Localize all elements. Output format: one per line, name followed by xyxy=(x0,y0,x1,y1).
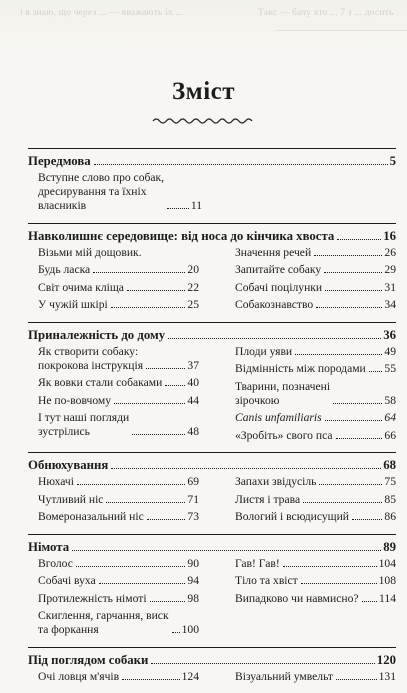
toc-entry-title xyxy=(38,557,73,571)
toc-part-title: Обнюхування xyxy=(28,458,109,472)
toc-entry-page: 29 xyxy=(384,263,396,276)
toc-part-columns xyxy=(28,171,396,217)
toc-entry-line: Листя і трава xyxy=(235,492,301,506)
toc-entry-title xyxy=(235,411,322,425)
toc-entry-page: 31 xyxy=(384,280,396,294)
toc-entry[interactable] xyxy=(38,609,199,637)
toc-entry[interactable] xyxy=(38,574,199,588)
toc-entry-page: 90 xyxy=(187,556,199,570)
toc-part-heading[interactable] xyxy=(28,647,396,668)
toc-column-left xyxy=(38,670,199,688)
toc-part-title: Під поглядом собаки xyxy=(28,652,149,667)
dot-leader xyxy=(167,208,189,209)
toc-entry-title xyxy=(38,246,142,260)
toc-entry-page: 108 xyxy=(378,574,396,587)
toc-entry-title xyxy=(235,493,300,507)
toc-part-title: Приналежність до дому xyxy=(28,327,166,342)
bleed-text-left: і я знаю, що через ... — вважають їх ... xyxy=(20,8,184,18)
toc-entry[interactable] xyxy=(38,281,199,295)
toc-entry[interactable] xyxy=(38,263,199,277)
dot-leader xyxy=(77,484,185,485)
toc-entry[interactable] xyxy=(38,670,199,684)
dot-leader xyxy=(319,484,382,485)
toc-part xyxy=(28,322,396,447)
toc-entry-page: 44 xyxy=(187,393,199,407)
toc-entry-title xyxy=(38,510,144,524)
toc-entry-line: власників xyxy=(38,199,87,212)
toc-entry-page: 34 xyxy=(384,298,396,311)
dot-leader xyxy=(165,385,185,386)
toc-entry-title xyxy=(38,345,143,373)
toc-entry-line: Як створити собаку: xyxy=(38,344,139,358)
dot-leader xyxy=(172,632,180,633)
toc-entry[interactable] xyxy=(38,557,199,571)
dot-leader xyxy=(114,403,185,404)
dot-leader xyxy=(76,566,186,567)
toc-part-title: Навколишнє середовище: від носа до кінчика хвоста xyxy=(28,228,335,243)
toc-column-left xyxy=(38,557,199,641)
dot-leader xyxy=(150,601,186,602)
toc-entry[interactable] xyxy=(235,475,396,489)
toc-entry-line: Тварини, позначені xyxy=(235,379,331,393)
toc-entry-line: Запахи звідусіль xyxy=(235,475,317,488)
dot-leader xyxy=(106,502,185,503)
toc-entry-title xyxy=(38,171,164,213)
toc-part-title: Передмова xyxy=(28,154,91,168)
toc-entry-title xyxy=(235,557,280,571)
toc-entry-line: Скиглення, гарчання, виск xyxy=(38,609,169,622)
toc-entry-line: дресирування та їхніх xyxy=(38,185,147,198)
toc-entry[interactable] xyxy=(235,557,396,571)
toc-entry[interactable] xyxy=(235,670,396,684)
toc-part-heading[interactable] xyxy=(28,322,396,343)
toc-part xyxy=(28,647,396,688)
toc-entry-page: 100 xyxy=(181,623,199,636)
toc-entry-title xyxy=(38,411,129,439)
wave-ornament-icon xyxy=(152,116,255,126)
table-of-contents xyxy=(28,148,396,693)
toc-entry-title xyxy=(235,380,330,408)
toc-entry-page: 94 xyxy=(187,574,199,587)
toc-entry-page: 55 xyxy=(384,362,396,375)
toc-entry-line: Собачі поцілунки xyxy=(235,280,323,294)
toc-entry-title xyxy=(38,592,147,606)
toc-entry-line: Будь ласка xyxy=(38,263,91,276)
toc-entry-page: 26 xyxy=(384,245,396,259)
dot-leader xyxy=(314,255,382,256)
toc-entry-line: Нюхачі xyxy=(38,475,74,488)
toc-entry-title xyxy=(235,670,333,684)
toc-entry-line: Очі ловця м'ячів xyxy=(38,669,120,683)
toc-entry[interactable] xyxy=(38,246,199,260)
toc-entry-line: Гав! Гав! xyxy=(235,556,280,570)
dot-leader xyxy=(303,502,382,503)
toc-part xyxy=(28,148,396,217)
dot-leader xyxy=(72,550,381,551)
toc-entry[interactable] xyxy=(38,493,199,507)
toc-entry-title xyxy=(38,281,124,295)
toc-entry-page: 48 xyxy=(187,425,199,438)
toc-entry-page: 86 xyxy=(384,510,396,523)
toc-entry-page: 98 xyxy=(187,591,199,605)
toc-entry-page: 22 xyxy=(187,280,199,294)
toc-entry-title xyxy=(235,345,292,359)
toc-column-left xyxy=(38,345,199,447)
toc-entry[interactable] xyxy=(235,246,396,260)
toc-entry[interactable] xyxy=(38,171,202,213)
dot-leader xyxy=(336,438,383,439)
toc-entry-line: Відмінність між породами xyxy=(235,362,366,375)
bleed-rule xyxy=(275,30,407,31)
toc-entry-page: 25 xyxy=(187,298,199,311)
dot-leader xyxy=(369,371,383,372)
toc-part-page: 68 xyxy=(383,458,396,472)
toc-entry-title xyxy=(38,574,96,588)
toc-entry-line: зустрілись xyxy=(38,425,90,438)
toc-entry-title xyxy=(38,394,111,408)
dot-leader xyxy=(325,290,382,291)
toc-entry-page: 11 xyxy=(190,199,202,212)
toc-entry-line: та форкання xyxy=(38,623,99,636)
dot-leader xyxy=(316,307,382,308)
toc-part xyxy=(28,452,396,528)
toc-entry-line: покрокова інструкція xyxy=(38,358,144,372)
toc-entry-line: Тіло та хвіст xyxy=(235,574,298,587)
toc-part-heading[interactable] xyxy=(28,534,396,555)
toc-entry-line: Canis unfamiliaris xyxy=(235,411,322,424)
toc-entry-title xyxy=(235,298,313,312)
toc-entry-page: 40 xyxy=(187,376,199,389)
toc-entry[interactable] xyxy=(38,394,199,408)
toc-entry-page: 64 xyxy=(384,411,396,424)
facing-page-bleed xyxy=(0,0,407,52)
toc-entry[interactable] xyxy=(235,281,396,295)
toc-entry-page: 85 xyxy=(384,492,396,506)
toc-entry-page: 73 xyxy=(187,510,199,523)
dot-leader xyxy=(325,420,383,421)
toc-part-title: Німота xyxy=(28,539,70,554)
toc-entry-title xyxy=(38,609,169,637)
toc-entry-line: Собачі вуха xyxy=(38,574,96,587)
dot-leader xyxy=(132,434,185,435)
toc-entry-title xyxy=(235,475,316,489)
toc-entry-page: 124 xyxy=(181,669,199,683)
dot-leader xyxy=(362,601,378,602)
dot-leader xyxy=(336,679,377,680)
toc-entry-title xyxy=(38,670,119,684)
toc-part-heading[interactable] xyxy=(28,452,396,473)
toc-entry-line: Плоди уяви xyxy=(235,344,293,358)
page-title: Зміст xyxy=(171,78,236,105)
toc-entry[interactable] xyxy=(235,380,396,408)
toc-entry[interactable] xyxy=(235,574,396,588)
toc-entry-line: Значення речей xyxy=(235,245,312,259)
toc-part xyxy=(28,223,396,316)
toc-entry-line: Світ очима кліща xyxy=(38,280,124,294)
toc-entry-title xyxy=(235,592,359,606)
toc-entry-line: Запитайте собаку xyxy=(235,263,322,276)
toc-column-left xyxy=(38,475,199,528)
toc-entry-page: 49 xyxy=(384,344,396,358)
toc-entry-title xyxy=(235,510,349,524)
dot-leader xyxy=(122,679,180,680)
toc-entry[interactable] xyxy=(38,376,199,390)
toc-entry-page: 58 xyxy=(384,393,396,407)
toc-part-page: 89 xyxy=(383,539,396,554)
toc-part-page: 36 xyxy=(383,327,396,342)
toc-entry[interactable] xyxy=(235,362,396,376)
toc-part-columns xyxy=(28,246,396,316)
toc-entry-page: 104 xyxy=(378,556,396,570)
dot-leader xyxy=(93,272,185,273)
toc-entry[interactable] xyxy=(235,263,396,277)
toc-entry-line: Вступне слово про собак, xyxy=(38,171,165,184)
toc-entry-title xyxy=(235,429,333,443)
toc-entry-line: Як вовки стали собаками xyxy=(38,376,163,389)
toc-part-page: 16 xyxy=(383,228,396,243)
toc-part-page: 120 xyxy=(376,652,396,667)
toc-entry-page: 131 xyxy=(378,669,396,683)
toc-entry[interactable] xyxy=(38,510,199,524)
toc-entry-title xyxy=(235,246,311,260)
toc-entry-title xyxy=(38,298,108,312)
toc-entry-line: Собакознавство xyxy=(235,298,314,311)
toc-entry-line: Протилежність німоті xyxy=(38,591,147,605)
dot-leader xyxy=(111,468,381,469)
dot-leader xyxy=(168,338,381,339)
toc-column-right xyxy=(235,246,396,316)
toc-entry-title xyxy=(38,493,103,507)
dot-leader xyxy=(283,566,377,567)
toc-part-columns xyxy=(28,345,396,447)
toc-column-left xyxy=(38,246,199,316)
dot-leader xyxy=(352,519,382,520)
toc-entry[interactable] xyxy=(38,345,199,373)
toc-entry[interactable] xyxy=(38,475,199,489)
toc-entry-line: І тут наші погляди xyxy=(38,411,130,424)
toc-part xyxy=(28,534,396,641)
dot-leader xyxy=(146,368,185,369)
toc-entry[interactable] xyxy=(38,592,199,606)
toc-entry-title xyxy=(235,281,322,295)
toc-part-heading[interactable] xyxy=(28,223,396,244)
toc-entry-line: Чутливий ніс xyxy=(38,492,104,506)
toc-part-page: 5 xyxy=(389,154,396,168)
toc-part-columns xyxy=(28,475,396,528)
toc-column-right xyxy=(235,475,396,528)
dot-leader xyxy=(295,354,382,355)
dot-leader xyxy=(127,290,185,291)
toc-entry-line: Вологий і всюдисущий xyxy=(235,510,349,523)
bleed-text-right: Такс — бачу хто ... 7 з ... досить xyxy=(258,8,394,18)
toc-entry[interactable] xyxy=(235,345,396,359)
toc-entry-line: зірочкою xyxy=(235,393,280,407)
dot-leader xyxy=(111,307,186,308)
toc-entry-line: Візьми мій дощовик. xyxy=(38,245,142,259)
toc-part-heading[interactable] xyxy=(28,148,396,169)
toc-entry-line: У чужій шкірі xyxy=(38,298,108,311)
toc-entry-line: Не по-вовчому xyxy=(38,393,112,407)
toc-column-left xyxy=(38,171,202,217)
toc-entry[interactable] xyxy=(235,592,396,606)
toc-column-right xyxy=(235,670,396,688)
dot-leader xyxy=(147,519,186,520)
toc-entry-title xyxy=(235,362,366,376)
toc-entry[interactable] xyxy=(235,429,396,443)
toc-entry-title xyxy=(235,574,298,588)
dot-leader xyxy=(324,272,382,273)
toc-part-columns xyxy=(28,670,396,688)
toc-entry-page: 71 xyxy=(187,492,199,506)
dot-leader xyxy=(94,164,388,165)
toc-entry[interactable] xyxy=(38,298,199,312)
toc-entry-line: Вомероназальний ніс xyxy=(38,510,144,523)
toc-entry-title xyxy=(38,263,90,277)
toc-entry-page: 37 xyxy=(187,358,199,372)
toc-entry-page: 69 xyxy=(187,475,199,488)
toc-entry-line: Візуальний умвельт xyxy=(235,669,333,683)
toc-entry-page: 114 xyxy=(379,591,396,605)
toc-entry[interactable] xyxy=(235,493,396,507)
toc-entry-page: 75 xyxy=(384,475,396,488)
toc-entry[interactable] xyxy=(235,298,396,312)
toc-entry[interactable] xyxy=(38,411,199,439)
toc-column-right xyxy=(235,557,396,641)
dot-leader xyxy=(301,583,377,584)
toc-entry[interactable] xyxy=(235,510,396,524)
dot-leader xyxy=(337,239,381,240)
toc-entry-line: «Зробіть» свого пса xyxy=(235,428,333,442)
toc-column-right xyxy=(235,345,396,447)
dot-leader xyxy=(99,583,186,584)
toc-entry-title xyxy=(235,263,321,277)
toc-entry-line: Випадково чи навмисно? xyxy=(235,591,359,605)
toc-entry[interactable] xyxy=(235,411,396,425)
toc-entry-title xyxy=(38,475,74,489)
toc-entry-line: Вголос xyxy=(38,556,73,570)
toc-entry-page: 66 xyxy=(384,428,396,442)
toc-part-columns xyxy=(28,557,396,641)
dot-leader xyxy=(333,403,382,404)
toc-entry-page: 20 xyxy=(187,263,199,276)
toc-entry-title xyxy=(38,376,162,390)
dot-leader xyxy=(151,663,374,664)
